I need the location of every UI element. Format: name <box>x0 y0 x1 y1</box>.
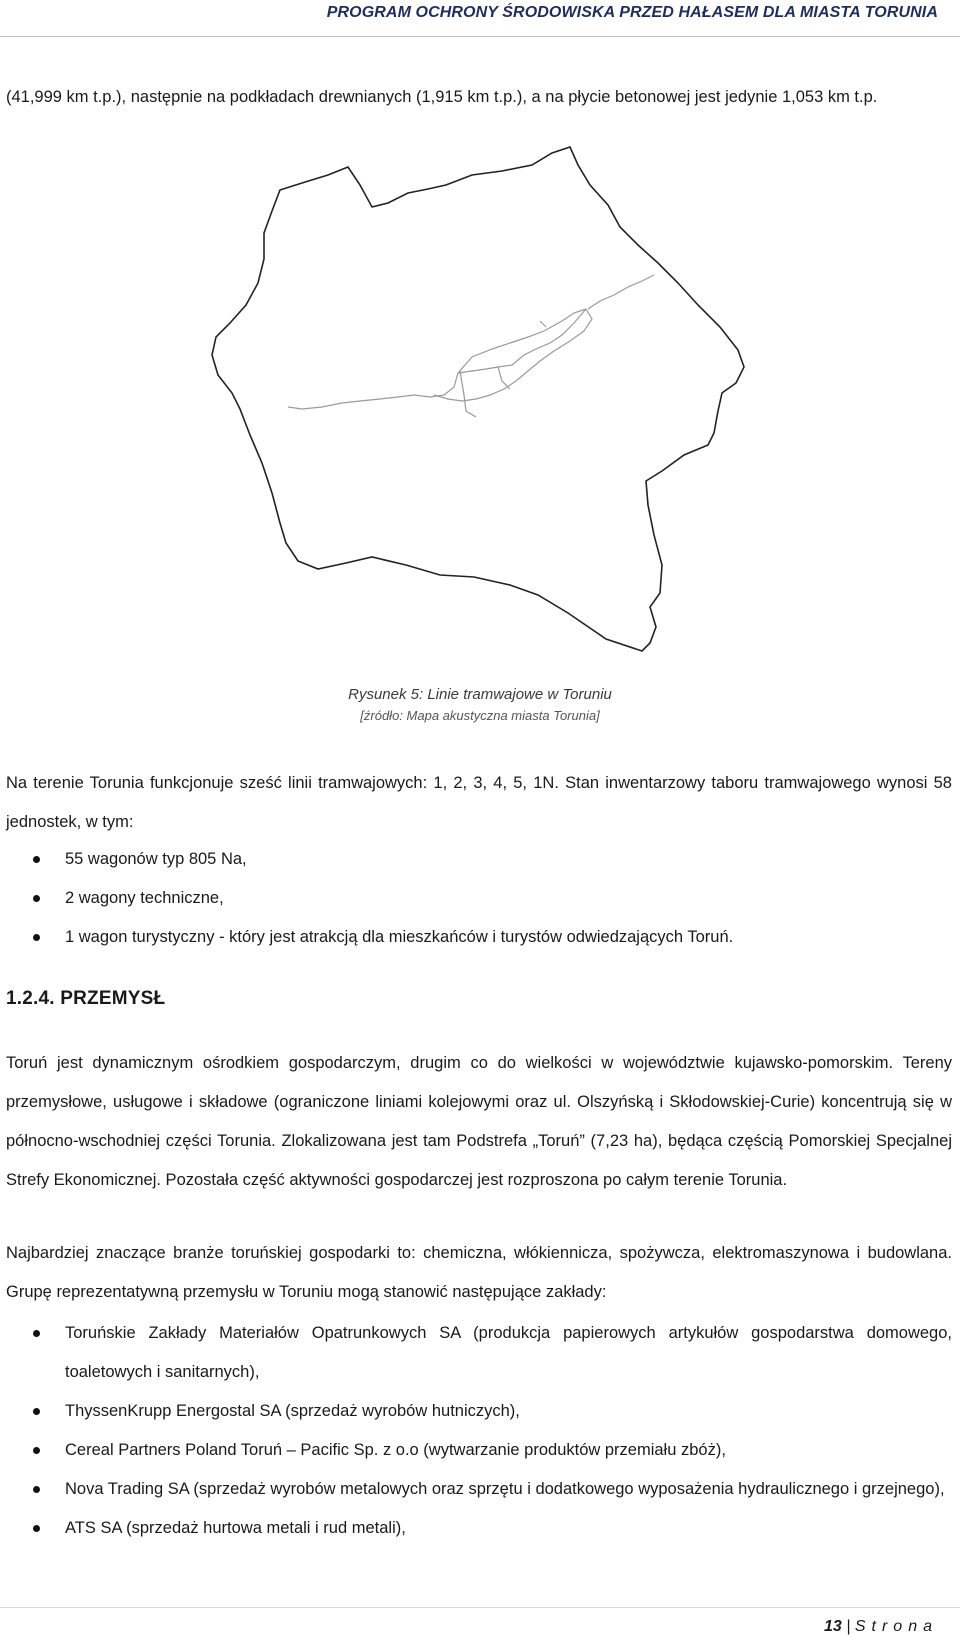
bullet-icon <box>33 934 40 941</box>
figure-caption-title: Rysunek 5: Linie tramwajowe w Toruniu <box>348 686 612 703</box>
list-item-text: Nova Trading SA (sprzedaż wyrobów metalowych oraz sprzętu i dodatkowego wyposażenia hydraulicznego i grzejnego), <box>65 1480 945 1498</box>
list-item-text: 55 wagonów typ 805 Na, <box>65 850 247 868</box>
list-item <box>6 1509 952 1548</box>
running-header: PROGRAM OCHRONY ŚRODOWISKA PRZED HAŁASEM DLA MIASTA TORUNIA <box>326 4 938 21</box>
bullet-icon <box>33 1408 40 1415</box>
list-item-text: Toruńskie Zakłady Materiałów Opatrunkowych SA (produkcja papierowych artykułów gospodarstwa domowego, toaletowych i sanitarnych), <box>65 1324 952 1381</box>
list-item-text: ATS SA (sprzedaż hurtowa metali i rud metali), <box>65 1519 406 1537</box>
figure-caption <box>0 686 960 723</box>
fleet-list <box>6 840 952 957</box>
bullet-icon <box>33 1525 40 1532</box>
bullet-icon <box>33 1330 40 1337</box>
list-item-text: 1 wagon turystyczny - który jest atrakcją dla mieszkańców i turystów odwiedzających Toruń. <box>65 928 734 946</box>
list-item-text: Cereal Partners Poland Toruń – Pacific Sp. z o.o (wytwarzanie produktów przemiału zbóż), <box>65 1441 726 1459</box>
bullet-icon <box>33 895 40 902</box>
bullet-icon <box>33 1447 40 1454</box>
industry-paragraph: Toruń jest dynamicznym ośrodkiem gospodarczym, drugim co do wielkości w województwie kujawsko-pomorskim. Tereny przemysłowe, usługowe i składowe (ograniczone liniami kolejowymi oraz ul. Olszyńską i Skłodowskiej-Curie) koncentrują się w północno-wschodniej części Torunia. Zlokalizowana jest tam Podstrefa „Toruń” (7,23 ha), będąca częścią Pomorskiej Specjalnej Strefy Ekonomicznej. Pozostała część aktywności gospodarczej jest rozproszona po całym terenie Torunia. <box>6 1054 952 1189</box>
bullet-icon <box>33 1486 40 1493</box>
bullet-icon <box>33 856 40 863</box>
page-footer <box>824 1618 938 1636</box>
list-item <box>6 1470 952 1509</box>
tram-lines-map <box>210 145 750 670</box>
footer-rule <box>0 1607 960 1608</box>
figure-caption-source: [źródło: Mapa akustyczna miasta Torunia] <box>360 708 600 723</box>
list-item <box>6 1392 952 1431</box>
tram-lines-paragraph: Na terenie Torunia funkcjonuje sześć linii tramwajowych: 1, 2, 3, 4, 5, 1N. Stan inwentarzowy taboru tramwajowego wynosi 58 jednostek, w tym: <box>6 774 952 831</box>
footer-label: Strona <box>854 1618 938 1635</box>
header-rule <box>0 36 960 37</box>
list-item <box>6 1431 952 1470</box>
list-item <box>6 918 952 957</box>
tram-lines <box>288 275 654 417</box>
list-item-text: ThyssenKrupp Energostal SA (sprzedaż wyrobów hutniczych), <box>65 1402 520 1420</box>
companies-list <box>6 1314 952 1548</box>
footer-separator: | <box>846 1618 851 1635</box>
section-heading: 1.2.4. PRZEMYSŁ <box>6 988 166 1009</box>
list-item <box>6 879 952 918</box>
list-item <box>6 1314 952 1392</box>
branches-paragraph: Najbardziej znaczące branże toruńskiej gospodarki to: chemiczna, włókiennicza, spożywcza, elektromaszynowa i budowlana. Grupę reprezentatywną przemysłu w Toruniu mogą stanowić następujące zakłady: <box>6 1244 952 1301</box>
page-number: 13 <box>824 1618 842 1635</box>
list-item <box>6 840 952 879</box>
list-item-text: 2 wagony techniczne, <box>65 889 224 907</box>
intro-paragraph: (41,999 km t.p.), następnie na podkładach drewnianych (1,915 km t.p.), a na płycie betonowej jest jedynie 1,053 km t.p. <box>6 88 878 106</box>
